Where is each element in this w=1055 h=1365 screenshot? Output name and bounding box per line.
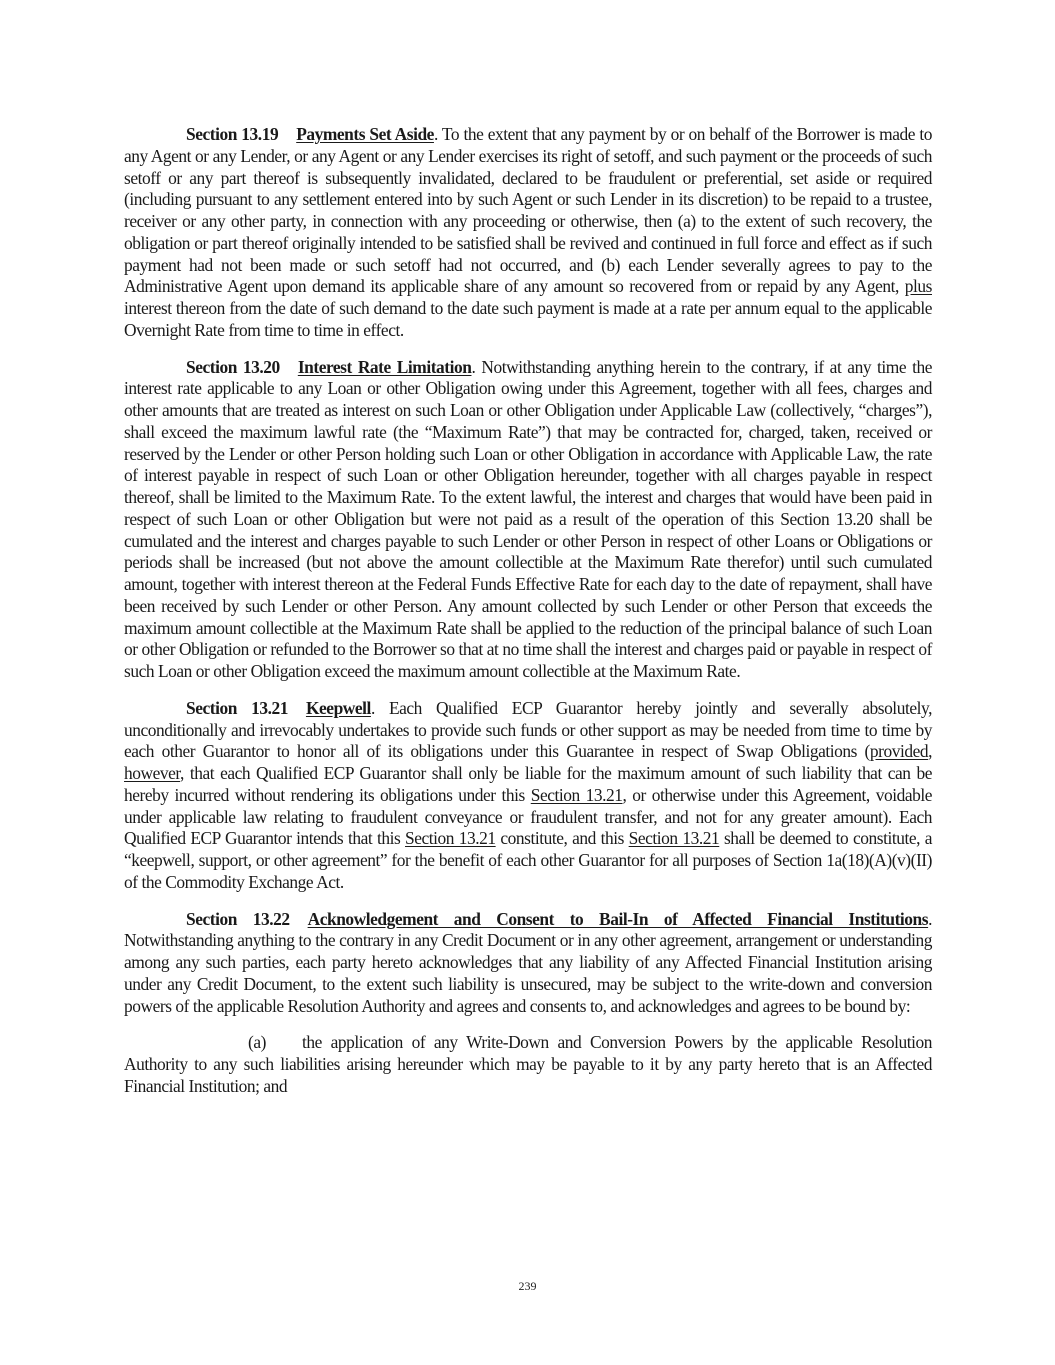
page-number: 239 [518, 1279, 537, 1293]
section-number: Section 13.22 [186, 908, 290, 929]
subclause-text: the application of any Write-Down and Conversion Powers by the applicable Resolution Authority to any such liabilities arising hereunder which may be payable to it by any party hereto that is an Affected Financial Institution; and [124, 1032, 932, 1096]
section-number: Section 13.20 [186, 356, 280, 377]
section-text: . To the extent that any payment by or on behalf of the Borrower is made to any Agent or any Lender, or any Agent or any Lender exercises its right of setoff, and such payment or the proceeds of such setoff or any part thereof is subsequently invalidated, declared to be fraudulent or preferential, set aside or required (including pursuant to any settlement entered into by such Agent or such Lender in its discretion) to be repaid to a trustee, receiver or any other party, in connection with any proceeding or otherwise, then (a) to the extent of such recovery, the obligation or part thereof originally intended to be satisfied shall be revived and continued in full force and effect as if such payment had not been made or such setoff had not occurred, and (b) each Lender severally agrees to pay to the Administrative Agent upon demand its applicable share of any amount so recovered from or repaid by any Agent, [124, 124, 932, 297]
subclause-a [124, 1032, 932, 1097]
section-text: constitute, and this [495, 828, 629, 849]
section-13-20 [124, 357, 932, 683]
section-title: Acknowledgement and Consent to Bail-In of Affected Financial Institutions [307, 908, 929, 929]
underlined-term: provided [869, 741, 929, 762]
page-body [124, 124, 932, 1113]
section-title: Keepwell [305, 697, 371, 718]
section-text: . Each Qualified ECP Guarantor hereby jointly and severally absolutely, unconditionally and irrevocably undertakes to provide such funds or other support as may be needed from time to time by each other Guarantor to honor all of its obligations under this Guarantee in respect of Swap Obligations ( [124, 697, 932, 762]
section-text: , that each Qualified ECP Guarantor shall only be liable for the maximum amount of such liability that can be hereby incurred without rendering its obligations under this [124, 763, 932, 805]
section-13-22 [124, 909, 932, 1018]
section-cross-reference: Section 13.21 [405, 828, 496, 849]
section-13-21 [124, 698, 932, 894]
section-text: , or otherwise under this Agreement, voidable under applicable law relating to fraudulent conveyance or fraudulent transfer, and not for any greater amount). Each Qualified ECP Guarantor intends that this [124, 784, 932, 849]
section-text: , [928, 741, 932, 762]
subclause-label: (a) [248, 1032, 266, 1053]
section-number: Section 13.21 [186, 697, 288, 718]
section-cross-reference: Section 13.21 [628, 828, 720, 849]
section-text: interest thereon from the date of such demand to the date such payment is made at a rate per annum equal to the applicable Overnight Rate from time to time in effect. [124, 298, 932, 340]
section-text: . Notwithstanding anything to the contrary in any Credit Document or in any other agreement, arrangement or understanding among any such parties, each party hereto acknowledges that any liability of any Affected Financial Institution arising under any Credit Document, to the extent such liability is unsecured, may be subject to the write-down and conversion powers of the applicable Resolution Authority and agrees and consents to, and acknowledges and agrees to be bound by: [124, 908, 932, 1016]
section-text: . Notwithstanding anything herein to the contrary, if at any time the interest rate applicable to any Loan or other Obligation owing under this Agreement, together with all fees, charges and other amounts that are treated as interest on such Loan or other Obligation under Applicable Law (collectively, “charges”), shall exceed the maximum lawful rate (the “Maximum Rate”) that may be contracted for, charged, taken, received or reserved by the Lender or other Person holding such Loan or other Obligation in accordance with Applicable Law, the rate of interest payable in respect of such Loan or other Obligation hereunder, together with all charges payable in respect thereof, shall be limited to the Maximum Rate. To the extent lawful, the interest and charges that would have been paid in respect of such Loan or other Obligation but were not paid as a result of the operation of this Section 13.20 shall be cumulated and the interest and charges payable to such Lender or other Person in respect of other Loans or Obligations or periods shall be increased (but not above the amount collectible at the Maximum Rate therefor) until such cumulated amount, together with interest thereon at the Federal Funds Effective Rate for each day to the date of repayment, shall have been received by such Lender or other Person. Any amount collected by such Lender or other Person that exceeds the maximum amount collectible at the Maximum Rate shall be applied to the reduction of the principal balance of such Loan or other Obligation or refunded to the Borrower so that at no time shall the interest and charges paid or payable in respect of such Loan or other Obligation exceed the maximum amount collectible at the Maximum Rate. [124, 356, 933, 681]
section-number: Section 13.19 [186, 124, 279, 144]
section-13-19 [124, 124, 932, 342]
underlined-term: however [124, 763, 181, 783]
section-title: Payments Set Aside [296, 124, 434, 144]
section-cross-reference: Section 13.21 [530, 784, 623, 805]
section-title: Interest Rate Limitation [297, 356, 472, 377]
section-text: shall be deemed to constitute, a “keepwell, support, or other agreement” for the benefit of each other Guarantor for all purposes of Section 1a(18)(A)(v)(II) of the Commodity Exchange Act. [124, 828, 933, 892]
underlined-term: plus [904, 276, 932, 297]
